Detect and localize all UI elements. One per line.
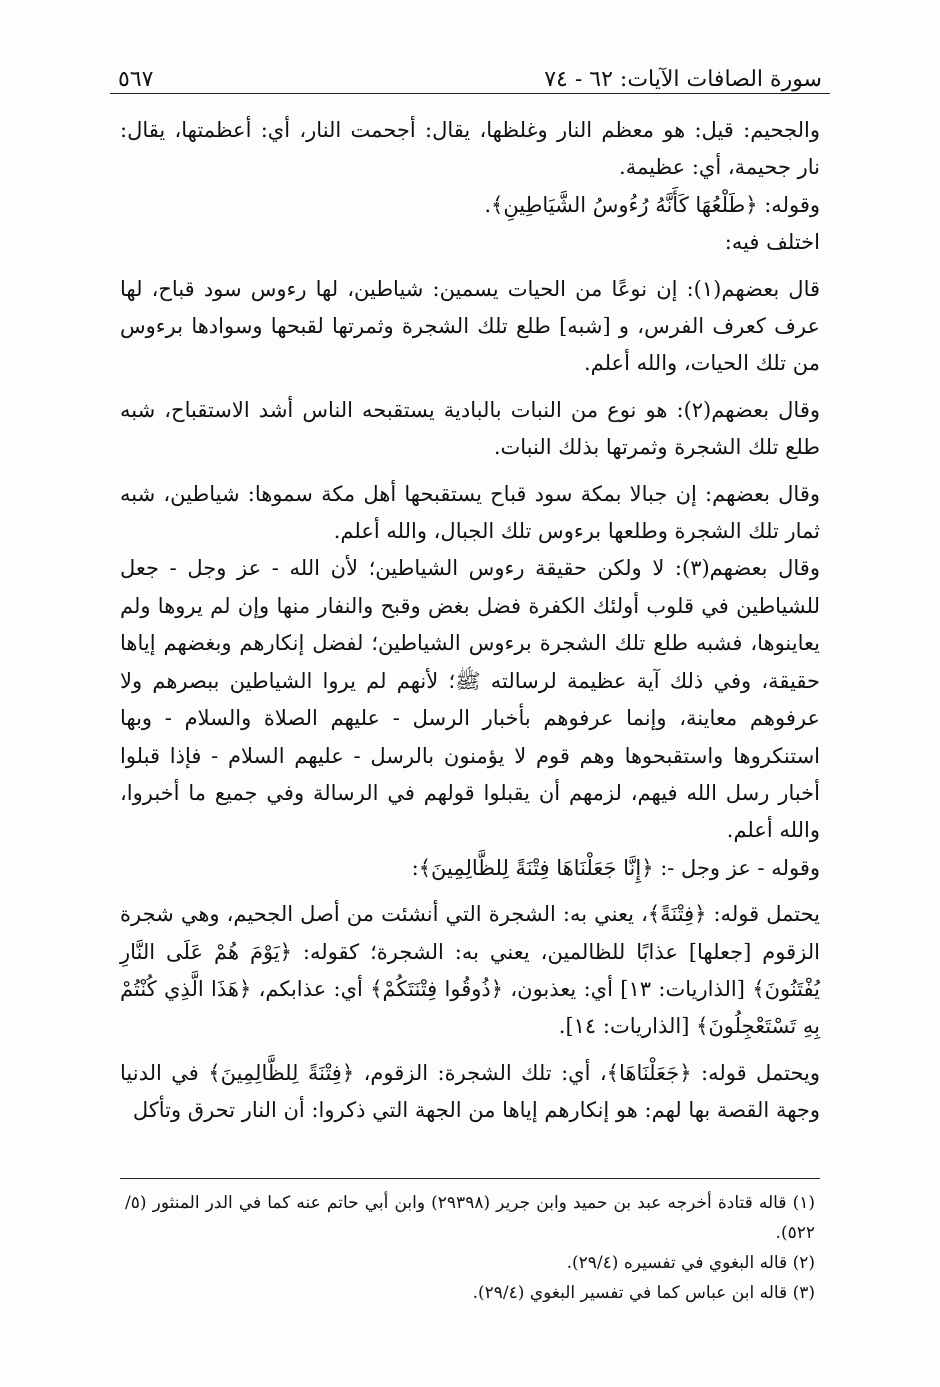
footnote: (٢) قاله البغوي في تفسيره (٢٩/٤). xyxy=(566,1253,815,1273)
paragraph-jahim: والجحيم: قيل: هو معظم النار وغلظها، يقال: أجحمت النار، أي: أعظمتها، يقال: نار جحيمة، أي: عظيمة. xyxy=(120,118,820,180)
footnote: (١) قاله قتادة أخرجه عبد بن حميد وابن جرير (٢٩٣٩٨) وابن أبي حاتم عنه كما في الدر المنثور (٥/ ٥٢٢). xyxy=(125,1193,815,1243)
page-number: ٥٦٧ xyxy=(118,67,154,92)
paragraph-verse-talauha: وقوله: ﴿طَلْعُهَا كَأَنَّهُ رُءُوسُ الشَّيَاطِينِ﴾. xyxy=(484,192,820,217)
footnote: (٣) قاله ابن عباس كما في تفسير البغوي (٢٩/٤). xyxy=(472,1283,815,1303)
main-text xyxy=(120,112,820,1130)
running-title: سورة الصافات الآيات: ٦٢ - ٧٤ xyxy=(544,67,822,92)
footnote-rule xyxy=(120,1178,820,1179)
footnotes xyxy=(125,1188,815,1308)
paragraph-opinion-3: وقال بعضهم: إن جبالا بمكة سود قباح يستقبحها أهل مكة سموها: شياطين، شبه ثمار تلك الشجرة وطلعها برءوس تلك الجبال، والله أعلم. xyxy=(120,481,820,544)
paragraph-opinion-2: وقال بعضهم(٢): هو نوع من النبات بالبادية يستقبحه الناس أشد الاستقباح، شبه طلع تلك الشجرة وثمرتها بذلك النبات. xyxy=(120,397,821,460)
paragraph-opinion-1: قال بعضهم(١): إن نوعًا من الحيات يسمين: شياطين، لها رءوس سود قباح، لها عرف كعرف الفرس، و [شبه] طلع تلك الشجرة وثمرتها لقبحها وسوادها برءوس من تلك الحيات، والله أعلم. xyxy=(120,276,821,376)
page-header xyxy=(118,52,822,92)
paragraph-yahtamil-1: يحتمل قوله: ﴿فِتْنَةً﴾، يعني به: الشجرة التي أنشئت من أصل الجحيم، وهي شجرة الزقوم [جعلها] عذابًا للظالمين، يعني به: الشجرة؛ كقوله: ﴿يَوْمَ هُمْ عَلَى النَّارِ يُفْتَنُونَ﴾ [الذاريات: ١٣] أي: يعذبون، ﴿ذُوقُوا فِتْنَتَكُمْ﴾ أي: عذابكم، ﴿هَذَا الَّذِي كُنْتُمْ بِهِ تَسْتَعْجِلُونَ﴾ [الذاريات: ١٤]. xyxy=(120,902,820,1039)
paragraph-opinion-4: وقال بعضهم(٣): لا ولكن حقيقة رءوس الشياطين؛ لأن الله - عز وجل - جعل للشياطين في قلوب أولئك الكفرة فضل بغض وقبح والنفار منها وإن لم يروها ولم يعاينوها، فشبه طلع تلك الشجرة برءوس الشياطين؛ لفضل إنكارهم وبغضهم إياها حقيقة، وفي ذلك آية عظيمة لرسالته ﷺ؛ لأنهم لم يروا الشياطين ببصرهم ولا عرفوهم معاينة، وإنما عرفوهم بأخبار الرسل - عليهم الصلاة والسلام - وبها استنكروها واستقبحوها وهم قوم لا يؤمنون بالرسل - عليهم السلام - فإذا قبلوا أخبار رسل الله فيهم، لزمهم أن يقبلوا قولهم في الرسالة وفي جميع ما أخبروا، والله أعلم. xyxy=(120,556,820,843)
header-rule xyxy=(110,93,830,94)
paragraph-ikhtalaf: اختلف فيه: xyxy=(724,230,820,255)
paragraph-yahtamil-2: ويحتمل قوله: ﴿جَعَلْنَاهَا﴾، أي: تلك الشجرة: الزقوم، ﴿فِتْنَةً لِلظَّالِمِينَ﴾ في الدنيا وجهة القصة بها لهم: هو إنكارهم إياها من الجهة التي ذكروا: أن النار تحرق وتأكل xyxy=(120,1060,820,1123)
paragraph-verse-fitna: وقوله - عز وجل -: ﴿إِنَّا جَعَلْنَاهَا فِتْنَةً لِلظَّالِمِينَ﴾: xyxy=(411,855,820,880)
